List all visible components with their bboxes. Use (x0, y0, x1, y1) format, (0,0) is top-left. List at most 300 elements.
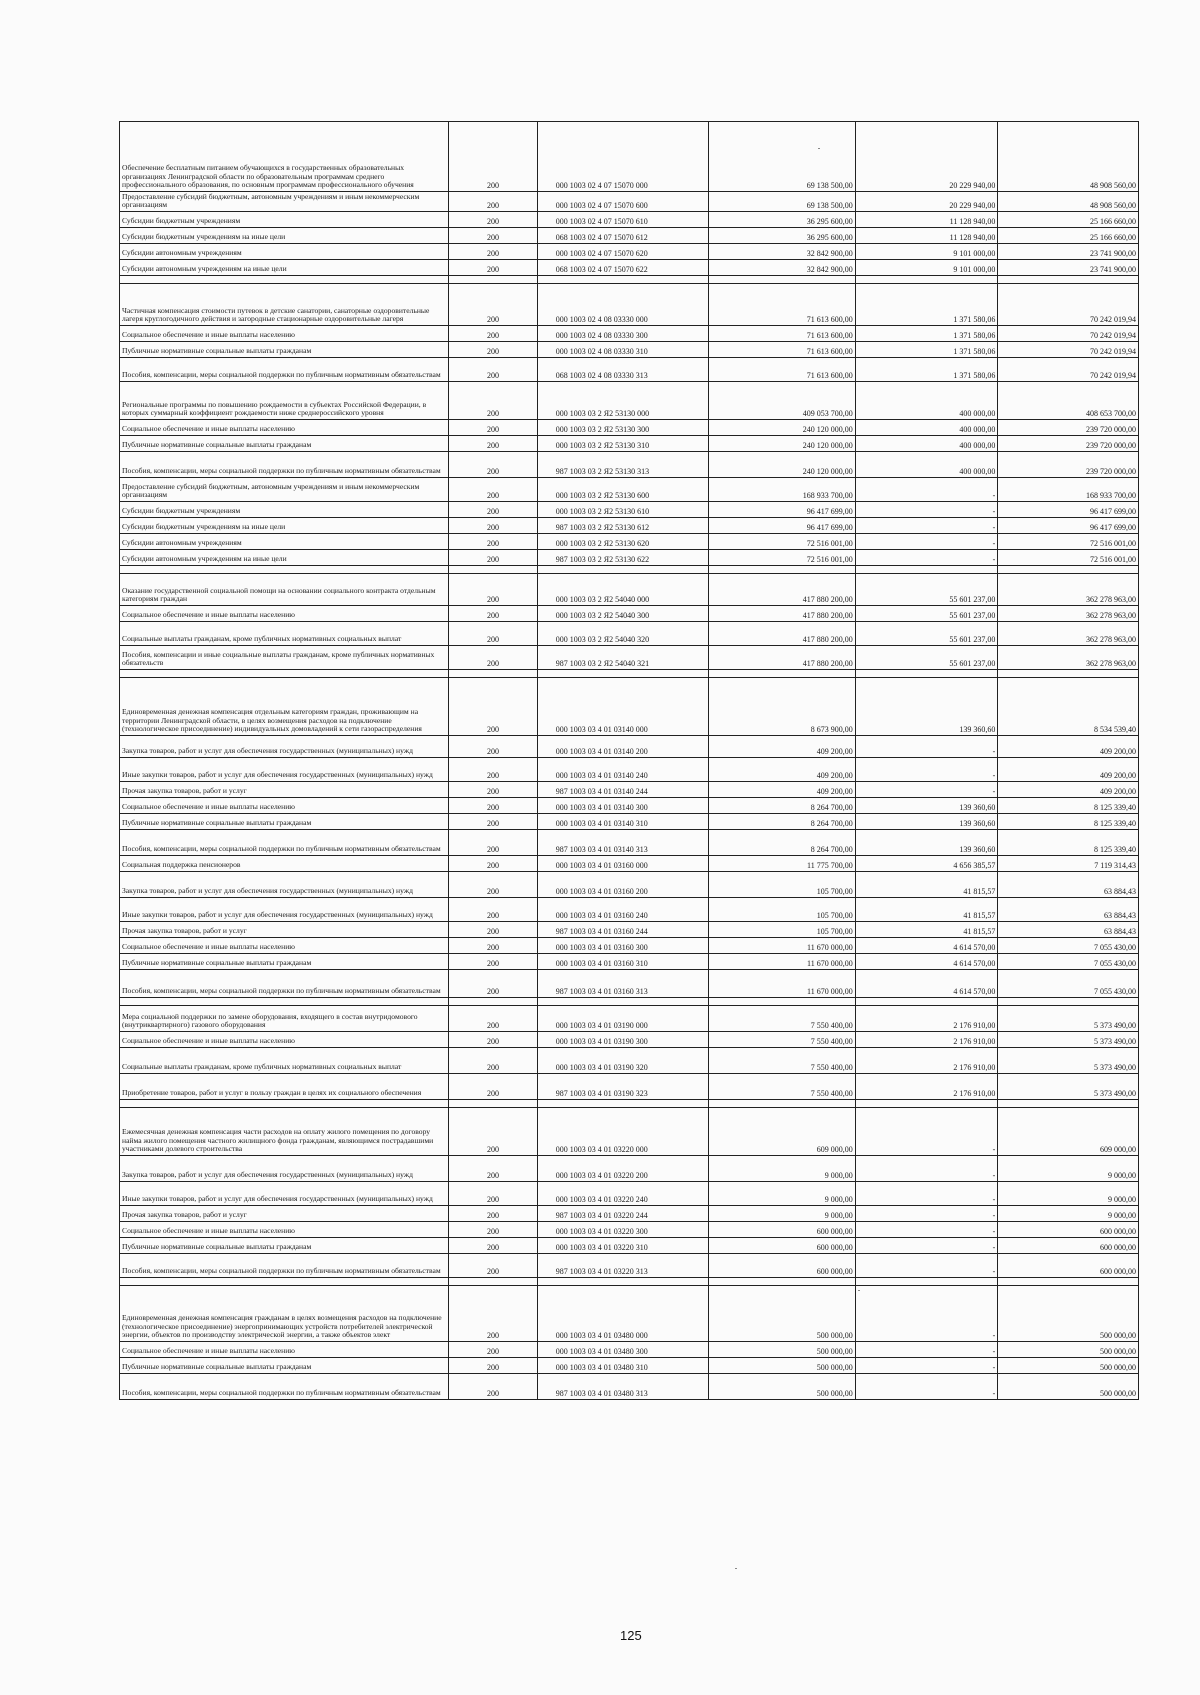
row-name: Единовременная денежная компенсация отдельным категориям граждан, проживающим на территории Ленинградской области, в целях возмещения расходов на подключение (технологическое присоединение) индивидуальных домовладений к сети газораспределения (120, 678, 449, 736)
row-approved-amount: 409 200,00 (708, 782, 855, 798)
row-executed-amount: - (855, 1358, 998, 1374)
table-row (120, 436, 1139, 452)
table-row (120, 1286, 1139, 1342)
row-line-code: 200 (449, 1206, 538, 1222)
row-budget-code: 000 1003 03 4 01 03140 310 (537, 814, 708, 830)
row-name: Пособия, компенсации и иные социальные выплаты гражданам, кроме публичных нормативных обязательств (120, 646, 449, 670)
table-row (120, 192, 1139, 212)
row-approved-amount: 417 880 200,00 (708, 574, 855, 606)
row-approved-amount: 417 880 200,00 (708, 646, 855, 670)
table-row (120, 938, 1139, 954)
spacer-cell (998, 566, 1139, 574)
row-unexecuted-amount: 362 278 963,00 (998, 574, 1139, 606)
row-budget-code: 987 1003 03 2 Я2 54040 321 (537, 646, 708, 670)
row-budget-code: 000 1003 02 4 08 03330 310 (537, 342, 708, 358)
row-name: Иные закупки товаров, работ и услуг для обеспечения государственных (муниципальных) нужд (120, 1182, 449, 1206)
table-row (120, 342, 1139, 358)
row-approved-amount: 96 417 699,00 (708, 502, 855, 518)
spacer-cell (998, 1278, 1139, 1286)
table-row (120, 244, 1139, 260)
row-line-code: 200 (449, 436, 538, 452)
row-name: Субсидии автономным учреждениям (120, 244, 449, 260)
row-name: Единовременная денежная компенсация гражданам в целях возмещения расходов на подключение (технологическое присоединение) энергопринимающих устройств потребителей электрической энергии, объектов по производству электрической энергии, а также объектов элект (120, 1286, 449, 1342)
row-approved-amount: 71 613 600,00 (708, 342, 855, 358)
row-name: Обеспечение бесплатным питанием обучающихся в государственных образовательных организациях Ленинградской области по образовательным программам среднего профессионального образования, по основным программам профессионального обучения (120, 122, 449, 192)
row-approved-amount: 240 120 000,00 (708, 436, 855, 452)
row-approved-amount: 417 880 200,00 (708, 606, 855, 622)
row-budget-code: 987 1003 03 4 01 03140 313 (537, 830, 708, 856)
row-budget-code: 000 1003 03 4 01 03160 300 (537, 938, 708, 954)
spacer-cell (708, 998, 855, 1006)
row-unexecuted-amount: 9 000,00 (998, 1156, 1139, 1182)
row-executed-amount: 4 614 570,00 (855, 970, 998, 998)
row-budget-code: 987 1003 03 4 01 03140 244 (537, 782, 708, 798)
row-line-code: 200 (449, 502, 538, 518)
row-unexecuted-amount: 409 200,00 (998, 758, 1139, 782)
row-budget-code: 000 1003 03 4 01 03140 300 (537, 798, 708, 814)
row-name: Субсидии бюджетным учреждениям (120, 502, 449, 518)
row-name: Частичная компенсация стоимости путевок в детские санатории, санаторные оздоровительные лагеря круглогодичного действия и загородные стационарные оздоровительные лагеря (120, 284, 449, 326)
row-executed-amount: - (855, 1156, 998, 1182)
row-executed-amount: 4 614 570,00 (855, 954, 998, 970)
spacer-cell (537, 276, 708, 284)
row-executed-amount: - (855, 518, 998, 534)
spacer-cell (855, 566, 998, 574)
row-line-code: 200 (449, 1032, 538, 1048)
row-unexecuted-amount: 70 242 019,94 (998, 342, 1139, 358)
row-budget-code: 000 1003 03 2 Я2 53130 600 (537, 478, 708, 502)
table-row (120, 212, 1139, 228)
row-executed-amount: 400 000,00 (855, 436, 998, 452)
row-line-code: 200 (449, 244, 538, 260)
row-name: Иные закупки товаров, работ и услуг для обеспечения государственных (муниципальных) нужд (120, 758, 449, 782)
table-row (120, 1182, 1139, 1206)
row-approved-amount: 500 000,00 (708, 1342, 855, 1358)
row-line-code: 200 (449, 1048, 538, 1074)
table-row (120, 1108, 1139, 1156)
row-executed-amount: 139 360,60 (855, 830, 998, 856)
row-executed-amount: - (855, 502, 998, 518)
row-budget-code: 000 1003 03 4 01 03190 320 (537, 1048, 708, 1074)
row-unexecuted-amount: 72 516 001,00 (998, 550, 1139, 566)
row-unexecuted-amount: 600 000,00 (998, 1238, 1139, 1254)
row-name: Закупка товаров, работ и услуг для обеспечения государственных (муниципальных) нужд (120, 1156, 449, 1182)
row-line-code: 200 (449, 646, 538, 670)
spacer-cell (708, 276, 855, 284)
row-approved-amount: 105 700,00 (708, 922, 855, 938)
row-budget-code: 000 1003 03 2 Я2 54040 320 (537, 622, 708, 646)
row-line-code: 200 (449, 856, 538, 872)
table-row (120, 954, 1139, 970)
row-budget-code: 987 1003 03 2 Я2 53130 612 (537, 518, 708, 534)
row-line-code: 200 (449, 678, 538, 736)
table-row (120, 534, 1139, 550)
row-line-code: 200 (449, 758, 538, 782)
row-line-code: 200 (449, 898, 538, 922)
row-line-code: 200 (449, 1222, 538, 1238)
row-line-code: 200 (449, 1374, 538, 1400)
table-row (120, 1254, 1139, 1278)
row-approved-amount: 72 516 001,00 (708, 534, 855, 550)
row-line-code: 200 (449, 782, 538, 798)
row-executed-amount: - (855, 1374, 998, 1400)
row-budget-code: 000 1003 03 4 01 03220 310 (537, 1238, 708, 1254)
table-row (120, 798, 1139, 814)
row-name: Социальное обеспечение и иные выплаты населению (120, 326, 449, 342)
row-name: Предоставление субсидий бюджетным, автономным учреждениям и иным некоммерческим организациям (120, 478, 449, 502)
row-line-code: 200 (449, 954, 538, 970)
row-unexecuted-amount: 70 242 019,94 (998, 358, 1139, 382)
row-line-code: 200 (449, 814, 538, 830)
row-line-code: 200 (449, 452, 538, 478)
row-executed-amount: 400 000,00 (855, 382, 998, 420)
row-unexecuted-amount: 609 000,00 (998, 1108, 1139, 1156)
row-line-code: 200 (449, 122, 538, 192)
table-row (120, 358, 1139, 382)
row-approved-amount: 240 120 000,00 (708, 452, 855, 478)
row-executed-amount: 9 101 000,00 (855, 244, 998, 260)
row-executed-amount: 1 371 580,06 (855, 358, 998, 382)
row-name: Социальное обеспечение и иные выплаты населению (120, 798, 449, 814)
row-line-code: 200 (449, 420, 538, 436)
table-row (120, 1222, 1139, 1238)
row-unexecuted-amount: 500 000,00 (998, 1374, 1139, 1400)
table-row (120, 1006, 1139, 1032)
row-approved-amount: 96 417 699,00 (708, 518, 855, 534)
budget-execution-table (119, 121, 1139, 1400)
table-row (120, 782, 1139, 798)
row-budget-code: 068 1003 02 4 07 15070 622 (537, 260, 708, 276)
row-line-code: 200 (449, 970, 538, 998)
table-spacer-row (120, 1100, 1139, 1108)
row-name: Пособия, компенсации, меры социальной поддержки по публичным нормативным обязательствам (120, 1374, 449, 1400)
row-budget-code: 000 1003 03 4 01 03220 000 (537, 1108, 708, 1156)
row-approved-amount: 500 000,00 (708, 1286, 855, 1342)
table-row (120, 502, 1139, 518)
spacer-cell (449, 1278, 538, 1286)
spacer-cell (855, 998, 998, 1006)
row-line-code: 200 (449, 1006, 538, 1032)
row-name: Субсидии бюджетным учреждениям (120, 212, 449, 228)
spacer-cell (537, 1278, 708, 1286)
row-line-code: 200 (449, 358, 538, 382)
row-approved-amount: 8 673 900,00 (708, 678, 855, 736)
row-budget-code: 000 1003 03 2 Я2 53130 300 (537, 420, 708, 436)
row-approved-amount: 409 200,00 (708, 758, 855, 782)
row-unexecuted-amount: 239 720 000,00 (998, 436, 1139, 452)
row-approved-amount: 36 295 600,00 (708, 212, 855, 228)
row-unexecuted-amount: 7 119 314,43 (998, 856, 1139, 872)
row-executed-amount: - (855, 1222, 998, 1238)
row-budget-code: 987 1003 03 4 01 03160 313 (537, 970, 708, 998)
spacer-cell (708, 1100, 855, 1108)
row-unexecuted-amount: 8 534 539,40 (998, 678, 1139, 736)
row-name: Социальное обеспечение и иные выплаты населению (120, 606, 449, 622)
scan-speck (818, 148, 820, 149)
row-name: Социальное обеспечение и иные выплаты населению (120, 938, 449, 954)
row-budget-code: 000 1003 03 4 01 03220 240 (537, 1182, 708, 1206)
row-line-code: 200 (449, 1286, 538, 1342)
row-executed-amount: 1 371 580,06 (855, 284, 998, 326)
row-unexecuted-amount: 7 055 430,00 (998, 954, 1139, 970)
spacer-cell (120, 1100, 449, 1108)
row-unexecuted-amount: 408 653 700,00 (998, 382, 1139, 420)
row-executed-amount: - (855, 758, 998, 782)
row-budget-code: 000 1003 03 4 01 03480 310 (537, 1358, 708, 1374)
row-line-code: 200 (449, 518, 538, 534)
spacer-cell (998, 276, 1139, 284)
row-executed-amount: - (855, 1108, 998, 1156)
spacer-cell (120, 670, 449, 678)
table-row (120, 260, 1139, 276)
row-unexecuted-amount: 70 242 019,94 (998, 326, 1139, 342)
row-name: Субсидии автономным учреждениям на иные цели (120, 260, 449, 276)
row-name: Социальные выплаты гражданам, кроме публичных нормативных социальных выплат (120, 1048, 449, 1074)
row-approved-amount: 240 120 000,00 (708, 420, 855, 436)
row-unexecuted-amount: 25 166 660,00 (998, 212, 1139, 228)
row-budget-code: 987 1003 03 2 Я2 53130 313 (537, 452, 708, 478)
table-row (120, 326, 1139, 342)
row-executed-amount: - (855, 550, 998, 566)
spacer-cell (449, 1100, 538, 1108)
spacer-cell (855, 276, 998, 284)
table-row (120, 420, 1139, 436)
table-row (120, 574, 1139, 606)
page-number: 125 (620, 1628, 642, 1643)
row-unexecuted-amount: 600 000,00 (998, 1254, 1139, 1278)
row-line-code: 200 (449, 574, 538, 606)
table-row (120, 856, 1139, 872)
row-unexecuted-amount: 239 720 000,00 (998, 452, 1139, 478)
row-name: Пособия, компенсации, меры социальной поддержки по публичным нормативным обязательствам (120, 830, 449, 856)
row-name: Публичные нормативные социальные выплаты гражданам (120, 814, 449, 830)
spacer-cell (537, 998, 708, 1006)
row-approved-amount: 8 264 700,00 (708, 798, 855, 814)
table-row (120, 898, 1139, 922)
row-executed-amount: 55 601 237,00 (855, 574, 998, 606)
row-name: Субсидии бюджетным учреждениям на иные цели (120, 518, 449, 534)
row-approved-amount: 32 842 900,00 (708, 260, 855, 276)
row-executed-amount: 11 128 940,00 (855, 228, 998, 244)
row-line-code: 200 (449, 1358, 538, 1374)
scan-speck (858, 1290, 860, 1291)
row-line-code: 200 (449, 534, 538, 550)
table-row (120, 478, 1139, 502)
row-budget-code: 068 1003 02 4 07 15070 612 (537, 228, 708, 244)
row-budget-code: 068 1003 02 4 08 03330 313 (537, 358, 708, 382)
row-approved-amount: 500 000,00 (708, 1358, 855, 1374)
row-line-code: 200 (449, 830, 538, 856)
row-line-code: 200 (449, 798, 538, 814)
row-executed-amount: - (855, 1238, 998, 1254)
row-executed-amount: - (855, 736, 998, 758)
row-unexecuted-amount: 63 884,43 (998, 898, 1139, 922)
spacer-cell (708, 670, 855, 678)
table-row (120, 518, 1139, 534)
spacer-cell (998, 998, 1139, 1006)
row-executed-amount: 20 229 940,00 (855, 192, 998, 212)
row-executed-amount: - (855, 478, 998, 502)
row-unexecuted-amount: 5 373 490,00 (998, 1006, 1139, 1032)
row-budget-code: 000 1003 02 4 07 15070 620 (537, 244, 708, 260)
row-executed-amount: 55 601 237,00 (855, 622, 998, 646)
row-approved-amount: 11 670 000,00 (708, 970, 855, 998)
row-unexecuted-amount: 23 741 900,00 (998, 260, 1139, 276)
spacer-cell (855, 1100, 998, 1108)
row-budget-code: 987 1003 03 4 01 03160 244 (537, 922, 708, 938)
row-executed-amount: 4 656 385,57 (855, 856, 998, 872)
row-approved-amount: 71 613 600,00 (708, 358, 855, 382)
row-line-code: 200 (449, 922, 538, 938)
row-name: Публичные нормативные социальные выплаты гражданам (120, 342, 449, 358)
row-budget-code: 000 1003 03 4 01 03140 240 (537, 758, 708, 782)
row-approved-amount: 7 550 400,00 (708, 1074, 855, 1100)
table-row (120, 1032, 1139, 1048)
row-executed-amount: 2 176 910,00 (855, 1074, 998, 1100)
row-approved-amount: 7 550 400,00 (708, 1006, 855, 1032)
row-unexecuted-amount: 500 000,00 (998, 1358, 1139, 1374)
table-row (120, 1358, 1139, 1374)
row-budget-code: 000 1003 03 4 01 03160 000 (537, 856, 708, 872)
row-budget-code: 000 1003 02 4 08 03330 000 (537, 284, 708, 326)
table-row (120, 228, 1139, 244)
row-name: Социальное обеспечение и иные выплаты населению (120, 1342, 449, 1358)
row-line-code: 200 (449, 326, 538, 342)
table-spacer-row (120, 276, 1139, 284)
row-approved-amount: 11 670 000,00 (708, 954, 855, 970)
spacer-cell (998, 670, 1139, 678)
row-budget-code: 000 1003 03 4 01 03140 000 (537, 678, 708, 736)
row-budget-code: 000 1003 03 2 Я2 53130 000 (537, 382, 708, 420)
row-budget-code: 000 1003 03 4 01 03220 300 (537, 1222, 708, 1238)
table-row (120, 284, 1139, 326)
row-name: Субсидии автономным учреждениям на иные цели (120, 550, 449, 566)
row-name: Предоставление субсидий бюджетным, автономным учреждениям и иным некоммерческим организациям (120, 192, 449, 212)
table-spacer-row (120, 998, 1139, 1006)
row-unexecuted-amount: 5 373 490,00 (998, 1032, 1139, 1048)
row-approved-amount: 36 295 600,00 (708, 228, 855, 244)
row-name: Закупка товаров, работ и услуг для обеспечения государственных (муниципальных) нужд (120, 872, 449, 898)
row-name: Социальное обеспечение и иные выплаты населению (120, 420, 449, 436)
row-executed-amount: 41 815,57 (855, 898, 998, 922)
row-line-code: 200 (449, 1342, 538, 1358)
row-executed-amount: - (855, 1286, 998, 1342)
row-unexecuted-amount: 70 242 019,94 (998, 284, 1139, 326)
row-unexecuted-amount: 23 741 900,00 (998, 244, 1139, 260)
table-row (120, 1156, 1139, 1182)
row-executed-amount: - (855, 1342, 998, 1358)
spacer-cell (449, 998, 538, 1006)
table-row (120, 382, 1139, 420)
table-row (120, 550, 1139, 566)
row-approved-amount: 409 200,00 (708, 736, 855, 758)
row-executed-amount: 400 000,00 (855, 420, 998, 436)
row-approved-amount: 69 138 500,00 (708, 192, 855, 212)
row-approved-amount: 11 775 700,00 (708, 856, 855, 872)
spacer-cell (998, 1100, 1139, 1108)
table-row (120, 758, 1139, 782)
row-line-code: 200 (449, 1238, 538, 1254)
spacer-cell (120, 566, 449, 574)
row-unexecuted-amount: 8 125 339,40 (998, 798, 1139, 814)
row-name: Закупка товаров, работ и услуг для обеспечения государственных (муниципальных) нужд (120, 736, 449, 758)
spacer-cell (449, 670, 538, 678)
table-row (120, 1048, 1139, 1074)
row-approved-amount: 8 264 700,00 (708, 814, 855, 830)
row-line-code: 200 (449, 382, 538, 420)
row-approved-amount: 105 700,00 (708, 898, 855, 922)
table-spacer-row (120, 566, 1139, 574)
row-executed-amount: 139 360,60 (855, 798, 998, 814)
row-executed-amount: 1 371 580,06 (855, 342, 998, 358)
row-budget-code: 000 1003 03 4 01 03220 200 (537, 1156, 708, 1182)
row-unexecuted-amount: 500 000,00 (998, 1342, 1139, 1358)
row-budget-code: 987 1003 03 4 01 03190 323 (537, 1074, 708, 1100)
table-body (120, 122, 1139, 1400)
row-unexecuted-amount: 362 278 963,00 (998, 622, 1139, 646)
table-row (120, 622, 1139, 646)
row-unexecuted-amount: 600 000,00 (998, 1222, 1139, 1238)
row-budget-code: 000 1003 03 4 01 03190 000 (537, 1006, 708, 1032)
scan-speck (735, 1568, 737, 1569)
row-executed-amount: 41 815,57 (855, 922, 998, 938)
row-executed-amount: 1 371 580,06 (855, 326, 998, 342)
row-name: Приобретение товаров, работ и услуг в пользу граждан в целях их социального обеспечения (120, 1074, 449, 1100)
row-approved-amount: 600 000,00 (708, 1222, 855, 1238)
row-line-code: 200 (449, 550, 538, 566)
table-row (120, 1342, 1139, 1358)
table-row (120, 646, 1139, 670)
row-approved-amount: 168 933 700,00 (708, 478, 855, 502)
row-approved-amount: 7 550 400,00 (708, 1032, 855, 1048)
row-budget-code: 000 1003 03 4 01 03160 200 (537, 872, 708, 898)
spacer-cell (537, 670, 708, 678)
row-line-code: 200 (449, 212, 538, 228)
spacer-cell (537, 566, 708, 574)
table-row (120, 872, 1139, 898)
row-unexecuted-amount: 409 200,00 (998, 782, 1139, 798)
row-name: Пособия, компенсации, меры социальной поддержки по публичным нормативным обязательствам (120, 358, 449, 382)
row-name: Пособия, компенсации, меры социальной поддержки по публичным нормативным обязательствам (120, 1254, 449, 1278)
row-unexecuted-amount: 7 055 430,00 (998, 970, 1139, 998)
row-line-code: 200 (449, 1254, 538, 1278)
spacer-cell (449, 566, 538, 574)
row-executed-amount: 400 000,00 (855, 452, 998, 478)
row-budget-code: 987 1003 03 4 01 03220 244 (537, 1206, 708, 1222)
row-executed-amount: 2 176 910,00 (855, 1032, 998, 1048)
row-budget-code: 000 1003 03 4 01 03160 310 (537, 954, 708, 970)
row-line-code: 200 (449, 1108, 538, 1156)
table-row (120, 1238, 1139, 1254)
row-approved-amount: 9 000,00 (708, 1182, 855, 1206)
table-row (120, 452, 1139, 478)
row-budget-code: 000 1003 03 4 01 03160 240 (537, 898, 708, 922)
row-name: Прочая закупка товаров, работ и услуг (120, 1206, 449, 1222)
table-row (120, 814, 1139, 830)
row-line-code: 200 (449, 478, 538, 502)
row-budget-code: 000 1003 03 2 Я2 53130 620 (537, 534, 708, 550)
row-approved-amount: 417 880 200,00 (708, 622, 855, 646)
row-name: Мера социальной поддержки по замене оборудования, входящего в состав внутридомового (внутриквартирного) газового оборудования (120, 1006, 449, 1032)
row-line-code: 200 (449, 736, 538, 758)
row-budget-code: 000 1003 03 4 01 03140 200 (537, 736, 708, 758)
row-unexecuted-amount: 48 908 560,00 (998, 192, 1139, 212)
row-approved-amount: 9 000,00 (708, 1206, 855, 1222)
row-name: Иные закупки товаров, работ и услуг для обеспечения государственных (муниципальных) нужд (120, 898, 449, 922)
row-name: Оказание государственной социальной помощи на основании социального контракта отдельным категориям граждан (120, 574, 449, 606)
spacer-cell (449, 276, 538, 284)
row-budget-code: 987 1003 03 2 Я2 53130 622 (537, 550, 708, 566)
